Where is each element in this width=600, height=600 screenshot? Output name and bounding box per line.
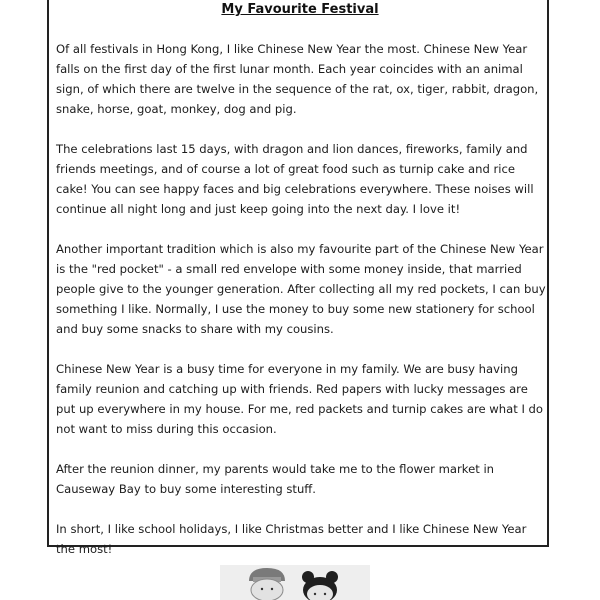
children-illustration — [220, 565, 370, 600]
boy-figure-icon — [249, 568, 285, 600]
paragraph-5: After the reunion dinner, my parents would take me to the flower market in Causeway Bay to buy some interesting stuff. — [56, 462, 495, 496]
page-title: My Favourite Festival — [221, 2, 379, 17]
essay-body — [56, 39, 546, 579]
paragraph-4: Chinese New Year is a busy time for everyone in my family. We are busy having family reunion and catching up with friends. Red papers with lucky messages are put up everywhere in my house. For me, red packets and turnip cakes are what I do not want to miss during this occasion. — [56, 362, 543, 436]
paragraph-6: In short, I like school holidays, I like Christmas better and I like Chinese New Year the most! — [56, 522, 527, 556]
girl-figure-icon — [302, 571, 338, 600]
paragraph-1: Of all festivals in Hong Kong, I like Chinese New Year the most. Chinese New Year falls on the first day of the first lunar month. Each year coincides with an animal sign, of which there are twelve in the sequence of the rat, ox, tiger, rabbit, dragon, snake, horse, goat, monkey, dog and pig. — [56, 42, 539, 116]
children-illustration-icon — [220, 565, 370, 600]
paragraph-3: Another important tradition which is also my favourite part of the Chinese New Year is the "red pocket" - a small red envelope with some money inside, that married people give to the younger generation. After collecting all my red pockets, I can buy something I like. Normally, I use the money to buy some new stationery for school and buy some snacks to share with my cousins. — [56, 242, 546, 336]
paragraph-2: The celebrations last 15 days, with dragon and lion dances, fireworks, family and friends meetings, and of course a lot of great food such as turnip cake and rice cake! You can see happy faces and big celebrations everywhere. These noises will continue all night long and just keep going into the next day. I love it! — [56, 142, 534, 216]
